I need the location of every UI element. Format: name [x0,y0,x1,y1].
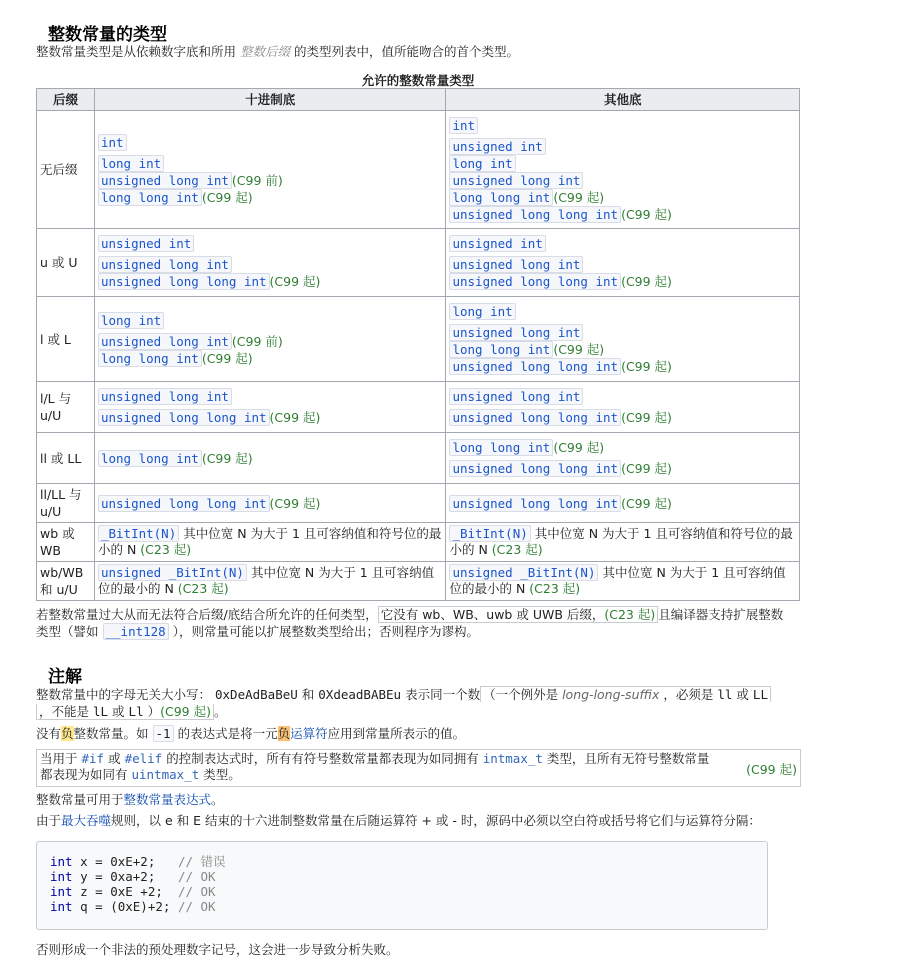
type-code[interactable]: long long int [98,189,202,206]
revision-marker: (C99 起) [269,410,321,425]
type-line [449,388,796,405]
note-text: 。 [213,704,227,719]
code-comment: // OK [177,899,216,914]
revision-marker: (C99 起) [621,274,672,289]
revision-marker: (C99 起) [746,762,797,777]
code-example-box [36,841,768,930]
constant-expression-link[interactable]: 整数常量表达式 [123,792,212,807]
type-line [449,189,796,206]
type-code[interactable]: long int [98,155,164,172]
decimal-types-cell [94,523,446,562]
revision-marker: (C99 前) [231,333,283,349]
note-constant-expression [36,791,224,808]
type-code[interactable]: unsigned long int [449,388,583,405]
type-line [449,439,796,456]
revision-marker: (C23 起) [529,581,581,596]
note-text: （一个例外是 [483,687,559,702]
header-suffix: 后缀 [37,89,95,111]
type-code[interactable]: long long int [449,189,553,206]
intmax-t-link[interactable]: intmax_t [482,751,543,766]
type-code[interactable]: unsigned _BitInt(N) [449,564,598,581]
type-code[interactable]: unsigned long int [98,333,232,350]
type-code[interactable]: unsigned long long int [449,460,621,477]
revision-marker: (C99 起) [201,350,253,366]
type-code[interactable]: long long int [449,341,553,358]
minus-one-code: -1 [153,725,174,742]
code-type: int [50,854,73,869]
after-table-note [36,606,806,640]
note-text: 整数常量中的字母无关大小写： [36,687,212,702]
code-type: int [50,869,73,884]
type-code[interactable]: unsigned int [449,235,545,252]
note-text: 或 [736,687,749,702]
suffix-cell: l/L 与 u/U [37,382,95,433]
code-type: int [50,884,73,899]
note-text: 都表现为如同有 [40,767,128,782]
suffix-cell: wb/WB 和 u/U [37,562,95,601]
bitint-description: 其中位宽 N 为大于 1 且可容纳值位的最小的 N [449,565,786,596]
suffix-cell: ll 或 LL [37,433,95,484]
revision-marker: (C99 起) [621,206,672,222]
types-intro-text-2: 的类型列表中，值所能吻合的首个类型。 [294,44,520,59]
other-types-cell [446,111,800,229]
type-line [98,350,443,367]
revision-marker: (C99 起) [553,342,605,357]
header-other: 其他底 [446,89,800,111]
after-table-text-2: 且编译器支持扩展整数 [658,607,784,622]
suffix-lL: lL [93,704,109,719]
type-line [449,460,796,477]
type-line [449,155,796,172]
note-text: 类型。 [203,767,241,782]
other-types-cell [446,229,800,297]
note-no-negative [36,725,465,742]
type-line [449,235,796,252]
type-code[interactable]: _BitInt(N) [449,525,530,542]
type-code[interactable]: unsigned long int [98,388,232,405]
note-text: 整数常量可用于 [36,792,124,807]
table-row [37,297,800,382]
type-code[interactable]: unsigned long int [449,324,583,341]
note-final: 否则形成一个非法的预处理数字记号，这会进一步导致分析失败。 [36,942,399,957]
after-table-text-3: 类型（譬如 [36,624,99,639]
code-line [50,884,226,899]
type-code[interactable]: unsigned _BitInt(N) [98,564,247,581]
c99-exception-box-2 [36,704,214,720]
revision-marker: (C23 起) [140,542,192,557]
type-line [98,388,443,405]
code-line [50,854,226,869]
c99-exception-box [480,686,771,702]
note-text: 整数常量。如 [73,726,149,741]
type-code[interactable]: int [98,134,127,151]
type-line [98,172,443,189]
code-statement: y = 0xa+2; [72,869,178,884]
type-line [449,495,796,512]
code-comment: // 错误 [177,854,226,869]
code-line [50,899,226,914]
table-row [37,484,800,523]
type-code[interactable]: long int [449,303,515,320]
table-row [37,111,800,229]
note-text: ，不能是 [39,704,90,719]
bitint-description: 其中位宽 N 为大于 1 且可容纳值和符号位的最小的 N [449,526,793,557]
code-statement: z = 0xE +2; [72,884,178,899]
note-text: 表示同一个数 [405,687,481,702]
type-code[interactable]: unsigned long int [449,256,583,273]
table-row [37,433,800,484]
type-line [449,117,796,134]
revision-marker: (C99 起) [553,189,605,205]
other-types-cell [446,297,800,382]
other-types-cell [446,382,800,433]
note-text: 的控制表达式时，所有有符号整数常量都表现为如同拥有 [166,751,479,766]
note-text: 由于 [36,813,62,828]
int128-code: __int128 [103,623,169,640]
decimal-types-cell [94,229,446,297]
types-heading: 整数常量的类型 [48,25,167,45]
type-code[interactable]: unsigned long long int [449,409,621,426]
revision-marker: (C99 起) [621,410,672,425]
revision-marker: (C23 起) [604,607,656,622]
note-case-line-2 [36,703,806,720]
type-code[interactable]: long long int [98,350,202,367]
suffix-cell: ll/LL 与 u/U [37,484,95,523]
type-line [449,358,796,375]
type-code[interactable]: unsigned long long int [98,495,270,512]
type-line [449,303,796,320]
note-text: 没有 [36,726,62,741]
suffix-LL: LL [752,687,768,702]
type-line [98,409,443,426]
note-text: 规则，以 e 和 E 结束的十六进制整数常量在后随运算符 + 或 - 时，源码中必须以空白符或括号将它们与运算符分隔： [111,813,761,828]
type-line [449,409,796,426]
type-code[interactable]: unsigned int [98,235,194,252]
bitint-description: 其中位宽 N 为大于 1 且可容纳值位的最小的 N [97,565,435,596]
highlight-negative-2: 负 [277,726,291,741]
code-comment: // OK [177,869,216,884]
header-decimal: 十进制底 [94,89,446,111]
decimal-types-cell [94,297,446,382]
long-long-suffix-term: long-long-suffix [562,687,660,702]
revision-marker: (C99 起) [621,359,672,374]
after-table-text: 若整数常量过大从而无法符合后缀/底结合所允许的任何类型， [36,607,378,622]
decimal-types-cell [94,111,446,229]
revision-marker: (C99 起) [201,450,253,466]
pp-line-1 [40,751,740,767]
note-text: 应用到常量所表示的值。 [327,726,466,741]
decimal-types-cell [94,382,446,433]
suffix-cell: 无后缀 [37,111,95,229]
suffix-cell: u 或 U [37,229,95,297]
suffix-cell: wb 或 WB [37,523,95,562]
type-line [98,273,443,290]
type-code[interactable]: unsigned long long int [449,273,621,290]
suffix-Ll: Ll [128,704,144,719]
note-text: ，必须是 [663,687,714,702]
hex-example-2: 0XdeadBABEu [318,687,402,702]
type-line [98,235,443,252]
type-code[interactable]: long int [98,312,164,329]
code-comment: // OK [177,884,216,899]
table-row [37,382,800,433]
c23-suffix-text: 它没有 wb、WB、uwb 或 UWB 后缀， [380,607,605,622]
note-text: 或 [112,704,125,719]
suffix-cell: l 或 L [37,297,95,382]
table-caption: 允许的整数常量类型 [361,73,475,88]
other-types-cell [446,433,800,484]
revision-marker: (C99 起) [201,189,253,205]
type-code[interactable]: long long int [449,439,553,456]
type-line [449,138,796,155]
type-code[interactable]: unsigned long int [98,172,232,189]
decimal-types-cell [94,433,446,484]
highlight-negative: 负 [61,726,74,741]
note-case-insensitive [36,686,806,720]
table-header-row [37,89,800,111]
type-code[interactable]: unsigned long int [449,172,583,189]
if-directive[interactable]: #if [81,751,105,766]
type-line [98,333,443,350]
after-table-line-1 [36,606,806,623]
note-text: ） [147,704,161,719]
revision-marker: (C99 起) [269,495,321,511]
c23-suffix-box [378,606,659,623]
code-statement: q = (0xE)+2; [72,899,178,914]
table-row [37,523,800,562]
other-types-cell [446,562,800,601]
code-example [50,854,226,914]
other-types-cell [446,523,800,562]
type-line [98,256,443,273]
integer-types-table [36,88,800,601]
code-type: int [50,899,73,914]
operator-link[interactable]: 运算符 [290,726,328,741]
after-table-line-2 [36,623,806,640]
type-code[interactable]: int [449,117,478,134]
type-code[interactable]: unsigned long long int [449,358,621,375]
type-line [449,324,796,341]
note-text: 。 [211,792,224,807]
type-line [449,256,796,273]
decimal-types-cell [94,562,446,601]
types-intro-text: 整数常量类型是从依赖数字底和所用 [36,44,237,59]
revision-marker: (C23 起) [177,581,229,596]
revision-marker: (C99 起) [160,704,211,719]
after-table-text-4: ），则常量可能以扩展整数类型给出；否则程序为谬构。 [172,624,479,639]
decimal-types-cell [94,484,446,523]
type-code[interactable]: unsigned long long int [98,409,270,426]
type-code[interactable]: unsigned long int [98,256,232,273]
type-line [449,206,796,223]
type-code[interactable]: unsigned int [449,138,545,155]
revision-marker: (C23 起) [491,542,543,557]
note-text: 当用于 [40,751,78,766]
table-row [37,229,800,297]
note-case-line-1 [36,686,806,703]
revision-marker: (C99 起) [621,495,672,511]
type-line [449,172,796,189]
hex-example-1: 0xDeAdBaBeU [215,687,298,702]
revision-marker: (C99 起) [269,274,321,289]
type-code[interactable]: long long int [98,450,202,467]
type-code[interactable]: unsigned long long int [449,206,621,223]
type-line [98,312,443,329]
type-code[interactable]: long int [449,155,515,172]
notes-heading: 注解 [48,667,82,687]
revision-marker: (C99 起) [621,461,672,476]
code-line [50,869,226,884]
note-text: 或 [108,751,121,766]
preprocessor-note-box [36,749,801,787]
note-text: 和 [301,687,315,702]
type-line [98,134,443,151]
maximal-munch-link[interactable]: 最大吞噬 [61,813,112,828]
type-line [449,273,796,290]
note-text: 的表达式是将一元 [177,726,278,741]
type-code[interactable]: unsigned long long int [98,273,270,290]
note-text: 类型，且所有无符号整数常量 [546,751,710,766]
table-row [37,562,800,601]
type-code[interactable]: _BitInt(N) [98,525,179,542]
pp-line-2 [40,767,740,783]
note-maximal-munch [36,812,761,829]
type-line [98,495,443,512]
integer-suffix-link[interactable]: 整数后缀 [240,44,291,59]
type-line [98,450,443,467]
type-line [449,341,796,358]
suffix-ll: ll [717,687,733,702]
uintmax-t-link[interactable]: uintmax_t [131,767,200,782]
type-line [98,155,443,172]
type-code[interactable]: unsigned long long int [449,495,621,512]
revision-marker: (C99 起) [553,440,605,455]
code-statement: x = 0xE+2; [72,854,178,869]
other-types-cell [446,484,800,523]
bitint-description: 其中位宽 N 为大于 1 且可容纳值和符号位的最小的 N [97,526,442,557]
type-line [98,189,443,206]
types-intro [36,43,519,60]
revision-marker: (C99 前) [231,172,283,188]
elif-directive[interactable]: #elif [124,751,163,766]
